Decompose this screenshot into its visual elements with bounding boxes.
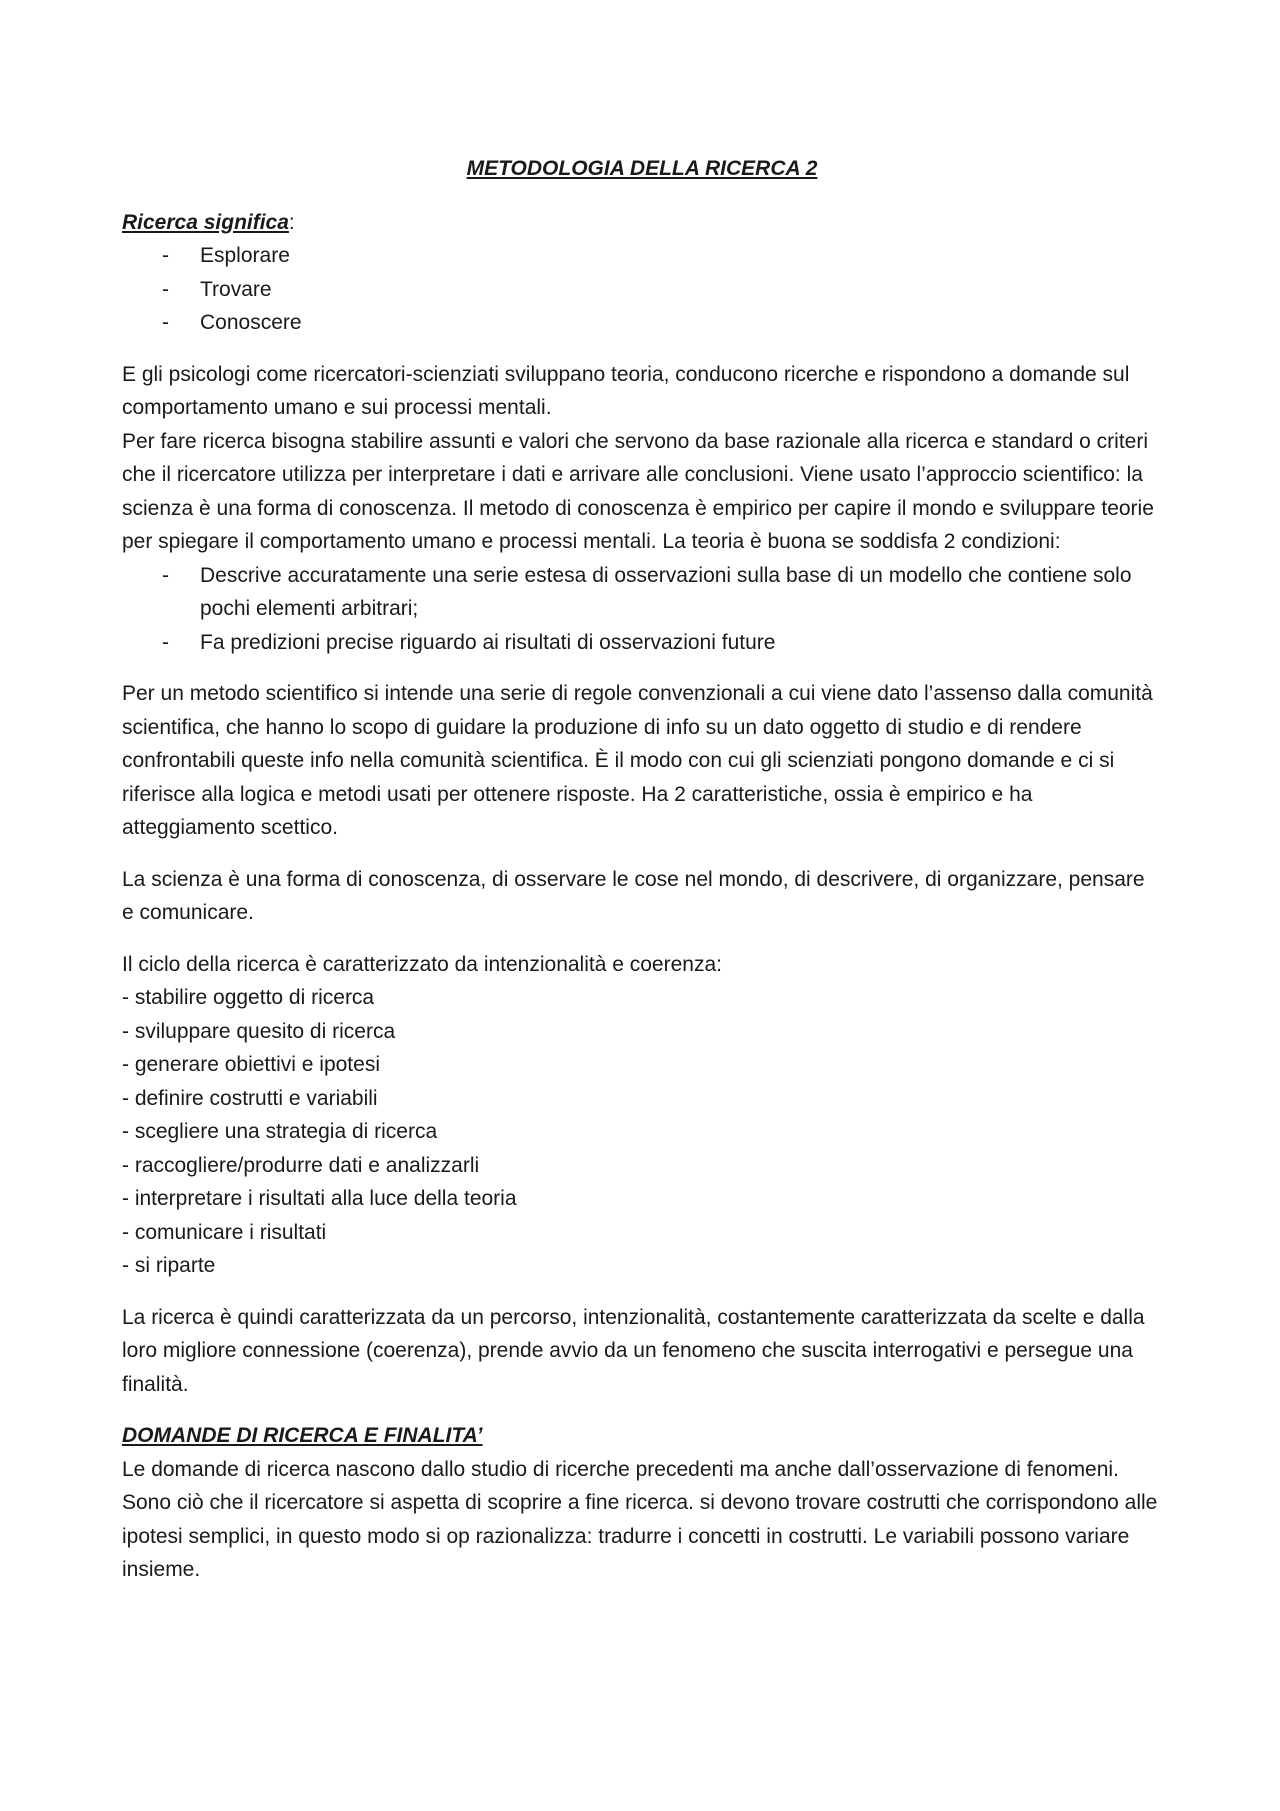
list-item-text: Fa predizioni precise riguardo ai risultati di osservazioni future	[200, 630, 776, 654]
intro-line	[122, 206, 1162, 240]
cycle-intro: Il ciclo della ricerca è caratterizzato da intenzionalità e coerenza:	[122, 952, 722, 976]
list-item	[122, 559, 1162, 626]
intro-colon: :	[288, 210, 295, 234]
cycle-step: - raccogliere/produrre dati e analizzarli	[122, 1153, 480, 1177]
cycle-step: - scegliere una strategia di ricerca	[122, 1120, 438, 1143]
paragraph-scienza: La scienza è una forma di conoscenza, di osservare le cose nel mondo, di descrivere, di organizzare, pensare e comunicare.	[122, 867, 1145, 924]
cycle-step: - stabilire oggetto di ricerca	[122, 986, 375, 1009]
cycle-step: - definire costrutti e variabili	[122, 1086, 378, 1110]
list-item	[122, 306, 1162, 340]
list-dash: -	[162, 630, 169, 654]
list-item	[122, 273, 1162, 307]
paragraph-domande: Le domande di ricerca nascono dallo studio di ricerche precedenti ma anche dall’osservazione di fenomeni. Sono ciò che il ricercatore si aspetta di scoprire a fine ricerca. si devono trovare costrutti che corrispondono alle ipotesi semplici, in questo modo si op razionalizza: tradurre i concetti in costrutti. Le variabili possono variare insieme.	[122, 1457, 1158, 1581]
conditions-list	[122, 559, 1162, 660]
list-item	[122, 239, 1162, 273]
list-item-text: Trovare	[200, 277, 272, 301]
paragraph-metodo-scientifico: Per un metodo scientifico si intende una serie di regole convenzionali a cui viene dato l’assenso dalla comunità scientifica, che hanno lo scopo di guidare la produzione di info su un dato oggetto di studio e di rendere confrontabili queste info nella comunità scientifica. È il modo con cui gli scienziati pongono domande e ci si riferisce alla logica e metodi usati per ottenere risposte. Ha 2 caratteristiche, ossia è empirico e ha atteggiamento scettico.	[122, 682, 1153, 839]
list-item	[122, 626, 1162, 660]
cycle-step: - sviluppare quesito di ricerca	[122, 1019, 396, 1043]
paragraph-fare-ricerca: Per fare ricerca bisogna stabilire assunti e valori che servono da base razionale alla ricerca e standard o criteri che il ricercatore utilizza per interpretare i dati e arrivare alle conclusioni. Viene usato l’approccio scientifico: la scienza è una forma di conoscenza. Il metodo di conoscenza è empirico per capire il mondo e sviluppare teorie per spiegare il comportamento umano e processi mentali. La teoria è buona se soddisfa 2 condizioni:	[122, 429, 1154, 553]
list-item-text: Conoscere	[200, 311, 302, 334]
intro-list	[122, 239, 1162, 340]
list-item-text: Esplorare	[200, 244, 290, 267]
cycle-block	[122, 948, 1162, 1283]
cycle-step: - comunicare i risultati	[122, 1220, 327, 1244]
document-title: METODOLOGIA DELLA RICERCA 2	[466, 157, 818, 180]
paragraph-psicologi: E gli psicologi come ricercatori-scienziati sviluppano teoria, conducono ricerche e rispondono a domande sul comportamento umano e sui processi mentali.	[122, 362, 1130, 419]
list-dash: -	[162, 277, 169, 301]
paragraph-percorso: La ricerca è quindi caratterizzata da un percorso, intenzionalità, costantemente caratterizzata da scelte e dalla loro migliore connessione (coerenza), prende avvio da un fenomeno che suscita interrogativi e persegue una finalità.	[122, 1305, 1145, 1396]
cycle-step: - si riparte	[122, 1254, 216, 1277]
list-dash: -	[162, 244, 169, 267]
list-dash: -	[162, 563, 169, 587]
cycle-step: - generare obiettivi e ipotesi	[122, 1053, 380, 1076]
intro-heading: Ricerca significa	[122, 210, 289, 234]
list-item-text: Descrive accuratamente una serie estesa di osservazioni sulla base di un modello che contiene solo pochi elementi arbitrari;	[200, 563, 1132, 620]
cycle-step: - interpretare i risultati alla luce della teoria	[122, 1187, 517, 1210]
section-heading-domande: DOMANDE DI RICERCA E FINALITA’	[122, 1424, 483, 1447]
list-dash: -	[162, 311, 169, 334]
